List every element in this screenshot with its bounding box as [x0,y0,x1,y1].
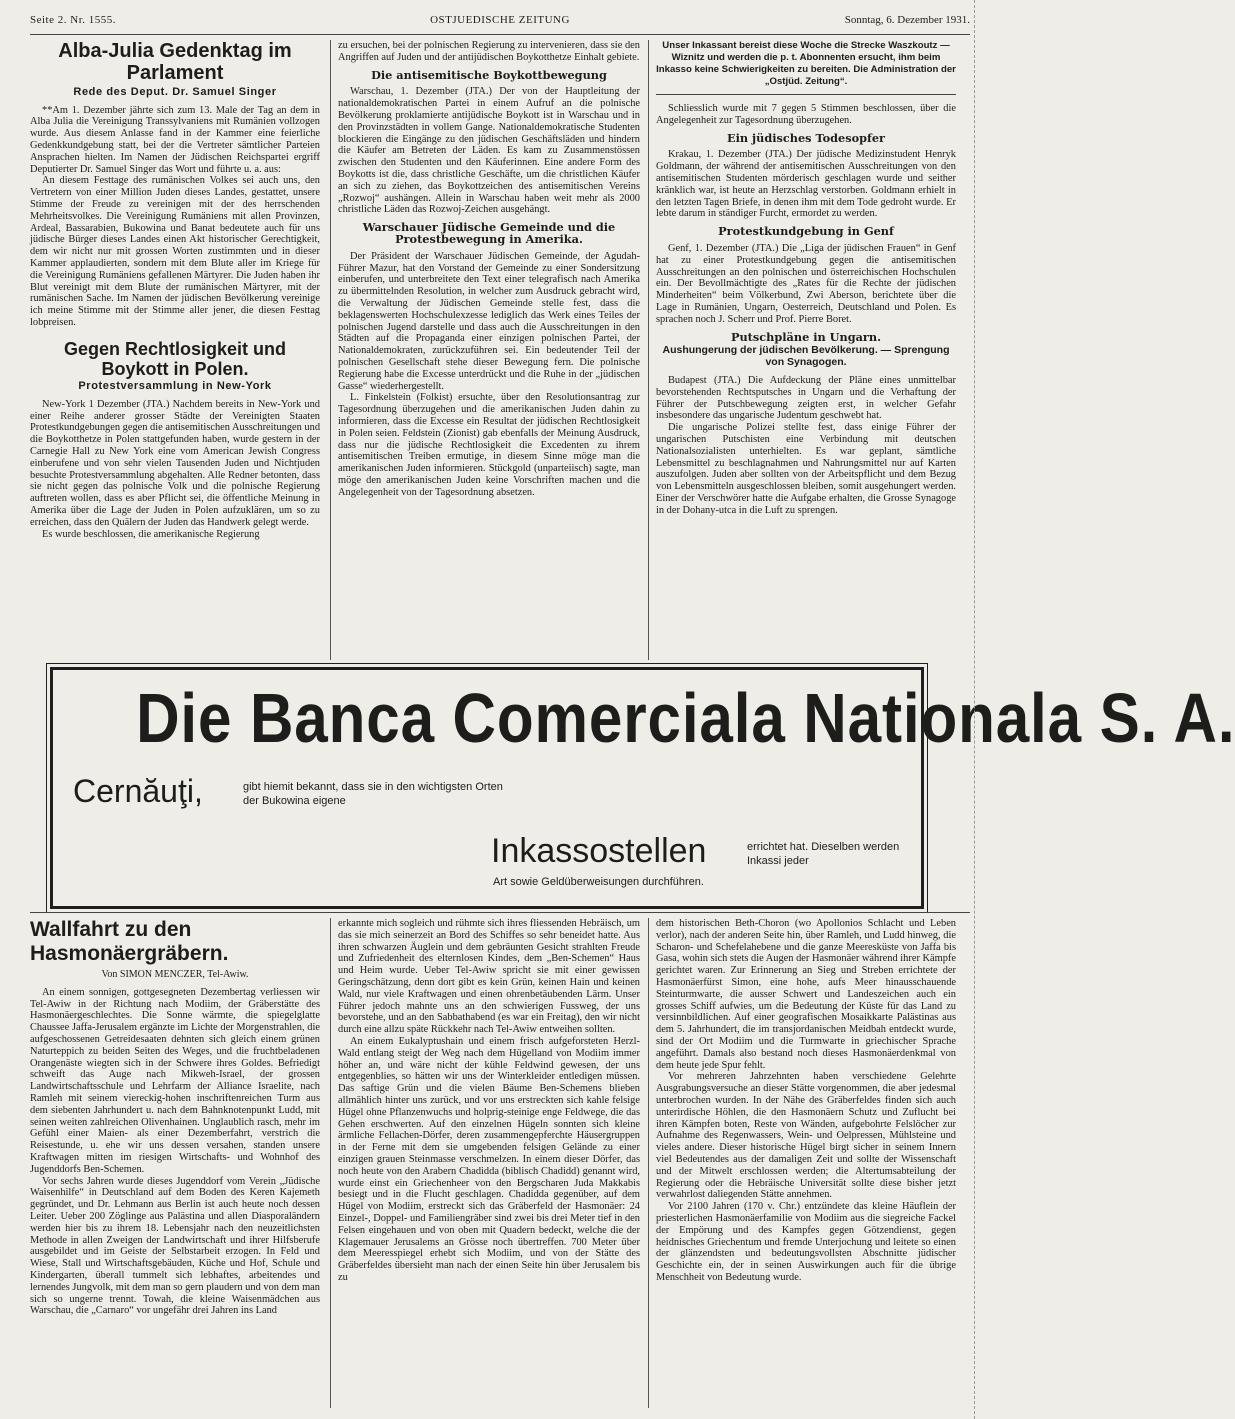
ad-city: Cernăuţi, [73,773,203,809]
paragraph: An einem sonnigen, gottgesegneten Dezembertag verliessen wir Tel-Awiw in der Richtung nach Modiim, der Gräberstätte des Hasmonäergeschlechtes. Die Sonne wärmte, die spiegelglatte Chaussee Jaffa-Jerusalem ergänzte im Lichte der Morgenstrahlen, die aufgeschossenen Getreidesaaten dehnten sich gleich einem grünen Naturteppich zu beiden Seiten des Weges, und die fruchtbeladenen Orangenäste wiegten sich in der Schwere ihres Goldes. Befriedigt schweift das Auge nach Mikweh-Israel, der grossen Landwirtschaftsschule und Lehrfarm der Alliance Israelite, nach Ramleh mit seinem viereckig-hohen inschriftenreichen Turm aus dem siebenten Jahrhundert u. nach dem Bahnknotenpunkt Ludd, mit seinen weiten zahlreichen Olivenhainen. Unglaublich rasch, mehr im Gefühl einer Maien- als einer Dezemberfahrt, verstrich die Reisestunde, u. ehe wir uns dessen versahen, standen unsere Kraftwagen mitten im riesigen Wirtschafts- und Wohnhof des Jugenddorfs Ben-Schemen. [30,986,320,1175]
article-head-boykott: Die antisemitische Boykottbewegung [371,67,607,82]
article-title-alba-julia: Alba-Julia Gedenktag im Parlament [58,40,292,85]
issue-date: Sonntag, 6. Dezember 1931. [844,14,970,26]
paragraph: erkannte mich sogleich und rühmte sich ihres fliessenden Hebräisch, um das sie mich seinerzeit an Bord des Schiffes so sehr beneidet hatte. Aus ihren schwarzen Äuglein und dem gebräunten Gesicht strahlten Freude und Zufriedenheit des elternlosen Kindes, dem „Ben-Schemen“ Haus und Heim wurde. Ueber Tel-Awiw spricht sie mit einer gewissen Geringschätzung, denn dort gibt es kein Grün, keinen Hain und keinen Wald, nur viele Kraftwagen und einen ohrenbetäubenden Lärm. Unser Führer jedoch mahnte uns an den schwierigen Fussweg, der uns bevorstehe, und an den Sabbathabend (es war ein Freitag), den wir nicht durch eine allzu späte Rückkehr nach Tel-Awiw entweihen sollten. [338,918,640,1036]
paragraph: New-York 1 Dezember (JTA.) Nachdem bereits in New-York und einer Reihe anderer grosser Städte der Vereinigten Staaten Protestkundgebungen gegen die antisemitischen Ausschreitungen und die Boykotthetze in Polen stattgefunden haben, wurde gestern in der Carnegie Hall zu New York eine vom American Jewish Congress einberufene und von sehr vielen Tausenden Juden und Nichtjuden besuchte Protestversammlung abgehalten. Alle Redner betonten, dass sie nicht gegen das polnische Volk und die polnische Regierung auftreten wollen, dass es aber Pflicht sei, die öffentliche Meinung in Amerika über die Lage der Juden in Polen aufzuklären, um so zu erreichen, dass den Quälern der Juden das Handwerk gelegt werde. [30,398,321,528]
ad-text-2: errichtet hat. Dieselben werden Inkassi jeder [747,841,900,867]
feuilleton-byline: Von SIMON MENCZER, Tel-Awiw. [101,969,249,981]
article-subtitle-ungarn: Aushungerung der jüdischen Bevölkerung. — Sprengung von Synagogen. [662,344,950,369]
paragraph: Schliesslich wurde mit 7 gegen 5 Stimmen beschlossen, über die Angelegenheit zur Tagesordnung überzugehen. [656,103,956,126]
article-head-todesopfer: Ein jüdisches Todesopfer [727,130,885,145]
article-title-polen: Gegen Rechtlosigkeit und Boykott in Polen. [63,338,287,379]
notice-rule [656,94,956,95]
feuilleton-column-1 [30,918,320,1408]
column-3 [656,40,956,660]
paragraph: Es wurde beschlossen, die amerikanische Regierung [42,528,260,540]
paragraph: Vor 2100 Jahren (170 v. Chr.) entzündete das kleine Häuflein der priesterlichen Hasmonäerfamilie von Modiim aus die siegreiche Fackel der Empörung und des Kampfes gegen Götzendienst, gegen heidnisches Griechentum und fremde Unterjochung und leitete so einen der glänzendsten und bedeutungsvollsten Abschnitte jüdischer Geschichte ein, der in seinen Auswirkungen auch für die übrige Menschheit von Bedeutung wurde. [656,1201,956,1283]
paragraph: Warschau, 1. Dezember (JTA.) Der von der Hauptleitung der nationaldemokratischen Partei in einem Aufruf an die polnische Bevölkerung proklamierte antijüdische Boykott ist in Warschau und in den Provinzstädten in vollem Gange. Nationaldemokratische Studenten blockieren die Eingänge zu den jüdischen Geschäftsläden und hindern die Käufer am Betreten der Läden. Es kam zu Zusammenstössen zwischen den Studenten und den Käuferinnen. Eine andere Form des Boykotts ist die, dass christliche Geschäfte, um die christlichen Käufer an sich zu ziehen, das Boykottzeichen des antisemitischen Vereins „Rozwoj“ aushängen. Allein in Warschau haben weit mehr als 2000 christliche Läden das Rozwoj-Zeichen ausgehängt. [338,86,640,216]
paragraph: Die ungarische Polizei stellte fest, dass einige Führer der ungarischen Putschisten eine Verbindung mit deutschen Nationalsozialisten unterhielten. Es war geplant, sämtliche Lebensmittel zu beschlagnahmen und Nahrungsmittel nur auf Karten auszufolgen. Juden aber sollten von der Arbeitspflicht und dem Bezug von Lebensmitteln ausgeschlossen bleiben, somit ausgehungert werden. Einer der Verschwörer hatte die Aufgabe erhalten, die Grosse Synagoge in der Dohany-utca in die Luft zu sprengen. [656,422,956,516]
paragraph: L. Finkelstein (Folkist) ersuchte, über den Resolutionsantrag zur Tagesordnung überzugehen und die amerikanischen Juden dahin zu informieren, dass die Excesse ein Resultat der jüdischen Rechtlosigkeit in Polen seien. Feldstein (Zionist) gab ebenfalls der Meinung Ausdruck, dass nur die jüdische Rechtlosigkeit die Excedenten zu ihrem antisemitischen Treiben ermutige, in diesem Sinne möge man die amerikanischen Juden informieren. Stückgold (unparteiisch) sagte, man möge den amerikanischen Juden keine Vorschriften machen und die Angelegenheit von der Tagesordnung absetzen. [338,392,640,498]
column-2 [338,40,640,660]
paragraph: Vor sechs Jahren wurde dieses Jugenddorf vom Verein „Jüdische Waisenhilfe“ in Deutschland auf dem Boden des Keren Kajemeth gegründet, und Dr. Lehmann aus Berlin ist auch heute noch dessen Leiter. Ueber 200 Zöglinge aus Palästina und allen Diasporaländern werden hier bis zu ihrem 18. Lebensjahr nach den neuzeitlichsten Methode in allen Zweigen der Landwirtschaft und ihrer Hilfsberufe ausgebildet und im Geiste der Selbstarbeit erzogen. In Feld und Wiese, Stall und Wirtschaftsgebäuden, Küche und Hof, Schule und Kindergarten, überall tummelt sich lebhaftes, arbeitendes und lernendes Jungvolk, mit dem man so gern plaudern und von dem man sich so ungerne trennt. Towah, die kleine Waisenmädchen aus Warschau, die „Carnaro“ vor ungefähr drei Jahren ins Land [30,1175,320,1317]
ad-inkassostellen: Inkassostellen [491,832,707,870]
masthead-rule [30,34,970,35]
column-rule [648,918,649,1408]
article-subtitle-newyork: Protestversammlung in New-York [78,380,272,393]
article-head-warschau: Warschauer Jüdische Gemeinde und die Protestbewegung in Amerika. [362,220,616,246]
feuilleton-rule [30,912,970,913]
paragraph: Genf, 1. Dezember (JTA.) Die „Liga der jüdischen Frauen“ in Genf hat zu einer Protestkundgebung gegen die antisemitischen Ausschreitungen an den polnischen und österreichischen Hochschulen ein. Der Bevollmächtigte des „Rates für die Rechte der jüdischen Minderheiten“ beim Völkerbund, Zwi Aberson, berichtete über die Lage in Rumänien, Ungarn, Oesterreich, Deutschland und Polen. Es sprachen noch J. Scherr und Prof. Pierre Boret. [656,242,956,325]
paragraph: An diesem Festtage des rumänischen Volkes sei auch uns, den Vertretern von einer Million Juden dieses Landes, gestattet, unsere Stimme der Freude zu vereinigen mit der des herrschenden Mehrheitsvolkes. Die Vereinigung Rumäniens mit allen Provinzen, Ardeal, Bassarabien, Bukowina und Banat bedeutete auch für uns jüdische Bürger dieses Landes einen Akt historischer Gerechtigkeit, dem wir nicht nur mit grossen Worten zustimmten und in dieser Kammer applaudierten, sondern mit dem Blute aller im Kriege für die Vereinigung Rumäniens gefallenen Märtyrer. Die Juden haben ihr Blut vereinigt mit dem Blute der rumänischen Märtyrer, mit der rumänischen Sache. Im Namen der jüdischen Bevölkerung vereinige ich meine Stimme mit der Stimme aller jener, die diesen Festtag lobpreisen. [30,175,320,328]
newspaper-title: OSTJUEDISCHE ZEITUNG [430,14,570,26]
paragraph: Der Präsident der Warschauer Jüdischen Gemeinde, der Agudah-Führer Mazur, hat den Vorstand der Gemeinde zu einer Sondersitzung einberufen, und unterbreitete den Text einer telegrafisch nach Amerika zu übermittelnden Resolution, in welcher zum Ausdruck gebracht wird, die Verwaltung der Jüdischen Gemeinde stelle fest, dass die beklagenswerten Hochschulexzesse lediglich das Werk eines Teiles der polnischen Jugend darstelle und dass auch die Ausschreitungen in den Städten auf die Propaganda einer einzigen polnischen Partei, der Nationaldemokraten, zurückzuführen sei. Ein bedeutender Teil der polnischen Gesellschaft stehe dieser Bewegung fern. Die polnische Regierung habe die Excesse unterdrückt und die Ruhe in der „jüdischen Gasse“ wiederhergestellt. [338,250,640,392]
paragraph: Krakau, 1. Dezember (JTA.) Der jüdische Medizinstudent Henryk Goldmann, der während der antisemitischen Ausschreitungen von den antisemitischen Studenten mörderisch geschlagen wurde und seither kränklich war, ist heute an Herzschlag verstorben. Goldmann erhielt in den letzten Tagen Briefe, in denen ihm mit dem Tode gedroht wurde. Er lebte darum in ständiger Furcht, ermordet zu werden. [656,149,956,220]
masthead [30,12,970,32]
article-head-ungarn: Putschpläne in Ungarn. [730,329,882,344]
ad-text-3: Art sowie Geldüberweisungen durchführen. [493,876,704,888]
paragraph: dem historischen Beth-Choron (wo Apollonios Schlacht und Leben verlor), nach der anderen Seite hin, über Ramleh, und Ludd hinweg, die Scharon- und Schefelahebene und die ganze Meeresküste von Jaffa bis Gasa, wohin sich stets die Augen der Hasmonäer während ihrer Kämpfe gerichtet waren. Zur Erinnerung an Sieg und Streben errichtete der Hasmonäerfürst Simon, eine hohe, aufs Meer hinausschauende Steinturmwarte, die ausser Schwert und Landeszeichen auch ein grosses Schiff aufwies, um die Bedeutung der Küste für das Land zu versinnbildlichen. Auf einer geografischen Mosaikkarte Palästinas aus dem 5. Jahrhundert, die im transjordanischen Meidbah entdeckt wurde, sind der Ort Modiim und die Turmwarte in griechischer Sprache angeführt. Damals also bestand noch dieses Hasmonäerdenkmal von dem heute jede Spur fehlt. [656,918,956,1071]
article-head-genf: Protestkundgebung in Genf [718,224,894,239]
column-rule [648,40,649,660]
article-subtitle-singer: Rede des Deput. Dr. Samuel Singer [73,85,277,98]
column-1 [30,40,320,660]
column-rule [330,918,331,1408]
page-number: Seite 2. Nr. 1555. [30,14,116,26]
feuilleton-title: Wallfahrt zu den Hasmonäergräbern. [30,918,229,965]
page-fold-edge [974,0,975,1419]
feuilleton-column-3 [656,918,956,1408]
feuilleton-column-2 [338,918,640,1408]
inkassant-notice: Unser Inkassant bereist diese Woche die Strecke Waszkoutz — Wiznitz und werden die p. t. Abonnenten ersucht, ihm beim Inkasso keine Schwierigkeiten zu bereiten. Die Administration der „Ostjüd. Zeitung“. [656,40,956,87]
paragraph: An einem Eukalyptushain und einem frisch aufgeforsteten Herzl-Wald entlang steigt der Weg nach dem Hügelland von Modiim immer höher an, und wäre nicht der kühle Feldwind gewesen, der uns entgegenblies, so hätten wir uns der Winterkleider entledigen müssen. Das saftige Grün und die vielen Bäume Ben-Schemens blieben allmählich hinter uns zurück, und vor uns erstreckten sich kahle felsige Hügel ohne Pflanzenwuchs und holprig-steinige enge Feldwege, die das Gehen erschwerten. Auf den einzelnen Hügeln sonnten sich kleine ärmliche Fellachen-Dörfer, deren zusammengepferchte Häusergruppen in der Ferne mit dem sie umgebenden felsigen Gelände zu einer einzigen grauen Steinmasse verschmelzen. In einem dieser Dörfer, das noch heute von den Arabern Chadidda (biblisch Chadidd) genannt wird, wurde einst ein Griechenheer von den Bergscharen Juda Makkabis besiegt und in die Flucht geschlagen. Chadidda gegenüber, auf dem Hügel von Modiim, erstreckt sich das Gräberfeld der Hasmonäer: 24 Einzel-, Doppel- und Familiengräber sind zwei bis drei Meter tief in den Felsen eingehauen und von oben mit Quadern bedeckt, welche die der Klagemauer Jerusalems an Grösse noch übertreffen. 700 Meter über dem Meeresspiegel erhebt sich Modiim, und von der Stätte des Gräberfeldes übersieht man nach der einen Seite hin über Jerusalem bis zu [338,1035,640,1283]
paragraph: **Am 1. Dezember jährte sich zum 13. Male der Tag an dem in Alba Julia die Vereinigung Transsylvaniens mit Rumänien vollzogen wurde. Aus diesem Anlasse fand in der Kammer eine feierliche Gedenkkundgebung statt, bei der die Vertreter sämtlicher Parteien Ansprachen hielten. Im Namen der Jüdischen Reichspartei ergriff Deputierter Dr. Samuel Singer das Wort und führte u. a. aus: [30,104,320,175]
ad-bank-name: Die Banca Comerciala Nationala S. A. [136,679,1235,757]
ad-text-1: gibt hiemit bekannt, dass sie in den wichtigsten Orten der Bukowina eigene [243,781,503,807]
paragraph: zu ersuchen, bei der polnischen Regierung zu intervenieren, dass sie den Angriffen auf Juden und der antijüdischen Boykotthetze Einhalt gebiete. [338,40,640,63]
column-rule [330,40,331,660]
paragraph: Budapest (JTA.) Die Aufdeckung der Pläne eines unmittelbar bevorstehenden Rechtsputsches in Ungarn und die Verhaftung der Führer der Putschbewegung zeigten erst, in welcher Gefahr insbesondere das ungarische Judentum geschwebt hat. [656,374,956,422]
paragraph: Vor mehreren Jahrzehnten haben verschiedene Gelehrte Ausgrabungsversuche an dieser Stätte vorgenommen, die aber jedesmal unterbrochen wurden. In der Nähe des Gräberfeldes finden sich auch unterirdische Höhlen, die den Hasmonäern Schutz und Zuflucht bei ihren Kämpfen boten, Reste von Wänden, aufgebohrte Felslöcher zur Aufnahme des Regenwassers, Wein- und Oelpressen, Mühlsteine und vieles andere. Dieser historische Hügel birgt sicher in seinem Innern viel Bedeutendes aus der damaligen Zeit und sollte der Wissenschaft und der Mitwelt erschlossen werden; die Altertumsabteilung der Regierung oder die Hebräische Universität sollte diese bisher jetzt verwahrlost daliegenden Stätte annehmen. [656,1071,956,1201]
bank-advertisement [50,667,1235,909]
